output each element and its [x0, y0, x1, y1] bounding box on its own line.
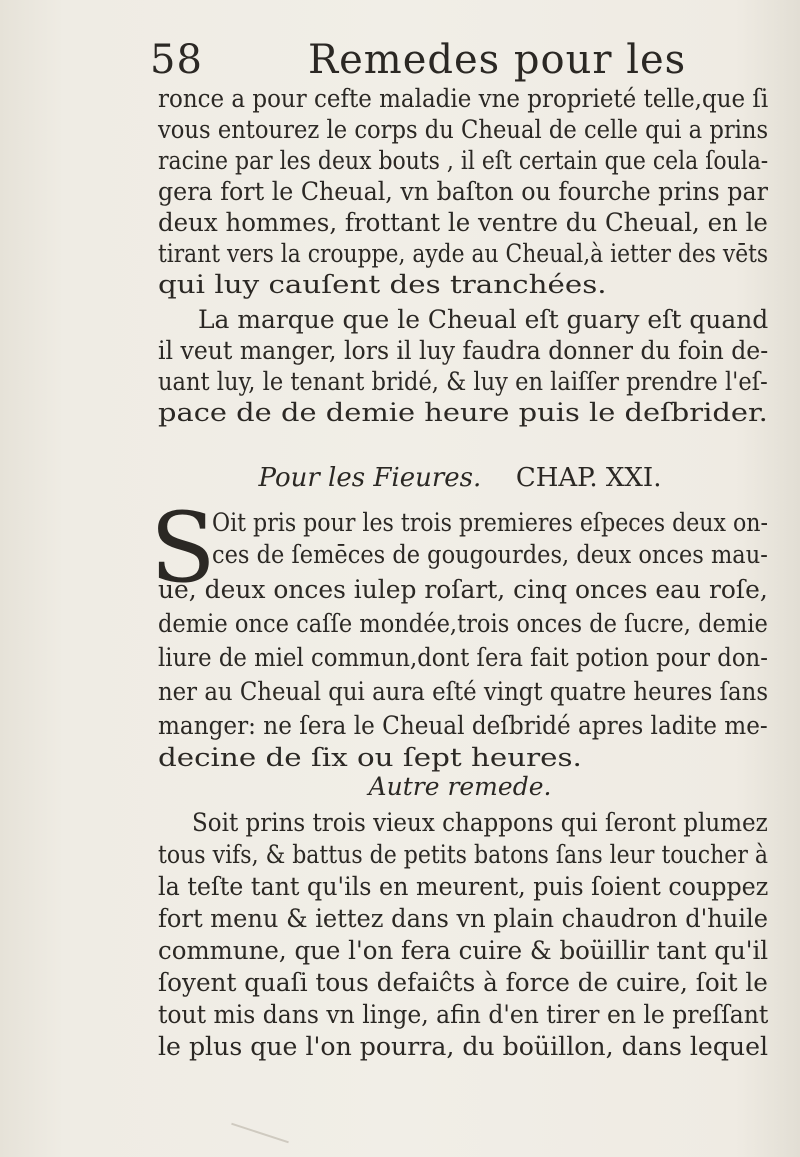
chapter-title: Pour les Fieures. — [258, 463, 482, 493]
text-line: liure de miel commun,dont ſera fait potion pour don- — [158, 643, 768, 673]
chapter-number: CHAP. XXI. — [515, 463, 662, 493]
section-subheading: Autre remede. — [368, 772, 552, 801]
running-title: Remedes pour les — [308, 37, 687, 83]
text-line: deux hommes, frottant le ventre du Cheual, en le — [158, 208, 768, 238]
text-line: racine par les deux bouts , il eſt certain que cela ſoula- — [158, 146, 769, 176]
text-line: ſoyent quaſi tous defaiĉts à force de cuire, ſoit le — [158, 968, 768, 998]
text-line: fort menu & iettez dans vn plain chaudron d'huile — [158, 904, 768, 934]
text-line: qui luy cauſent des tranchées. — [158, 270, 607, 300]
text-line: manger: ne ſera le Cheual deſbridé apres ladite me- — [158, 711, 768, 741]
text-line: gera fort le Cheual, vn baſton ou fourche prins par — [158, 177, 768, 207]
text-line: tout mis dans vn linge, afin d'en tirer en le preſſant — [158, 1000, 769, 1030]
text-line: Oit pris pour les trois premieres eſpeces deux on- — [212, 508, 768, 538]
text-line: ronce a pour cefte maladie vne proprieté telle,que ſi — [158, 84, 769, 114]
text-line: il veut manger, lors il luy faudra donner du foin de- — [158, 336, 769, 366]
text-line: la teſte tant qu'ils en meurent, puis ſoient couppez — [158, 872, 769, 902]
text-line: ue, deux onces iulep roſart, cinq onces eau roſe, — [158, 575, 768, 605]
paper-mark — [231, 1123, 289, 1143]
drop-cap: S — [150, 492, 216, 604]
text-line: le plus que l'on pourra, du boüillon, dans lequel — [158, 1032, 769, 1062]
text-line: uant luy, le tenant bridé, & luy en laiſſer prendre l'eſ- — [158, 367, 768, 397]
text-line: pace de de demie heure puis le deſbrider. — [158, 398, 768, 428]
text-line: ces de ſemēces de gougourdes, deux onces mau- — [212, 540, 768, 570]
chapter-heading — [150, 462, 770, 494]
text-line: Soit prins trois vieux chappons qui ſeront plumez — [192, 808, 768, 838]
text-line: ner au Cheual qui aura eſté vingt quatre heures ſans — [158, 677, 769, 707]
text-line: tous vifs, & battus de petits batons ſans leur toucher à — [158, 840, 768, 870]
text-line: demie once caſſe mondée,trois onces de ſucre, demie — [158, 609, 768, 639]
text-line: La marque que le Cheual eſt guary eſt quand — [198, 305, 769, 335]
page-number: 58 — [150, 37, 203, 83]
text-line: tirant vers la crouppe, ayde au Cheual,à ietter des vēts — [158, 239, 769, 269]
text-line: decine de ſix ou ſept heures. — [158, 743, 582, 773]
page-header — [150, 32, 710, 88]
text-line: commune, que l'on fera cuire & boüillir tant qu'il — [158, 936, 769, 966]
text-line: vous entourez le corps du Cheual de celle qui a prins — [158, 115, 769, 145]
